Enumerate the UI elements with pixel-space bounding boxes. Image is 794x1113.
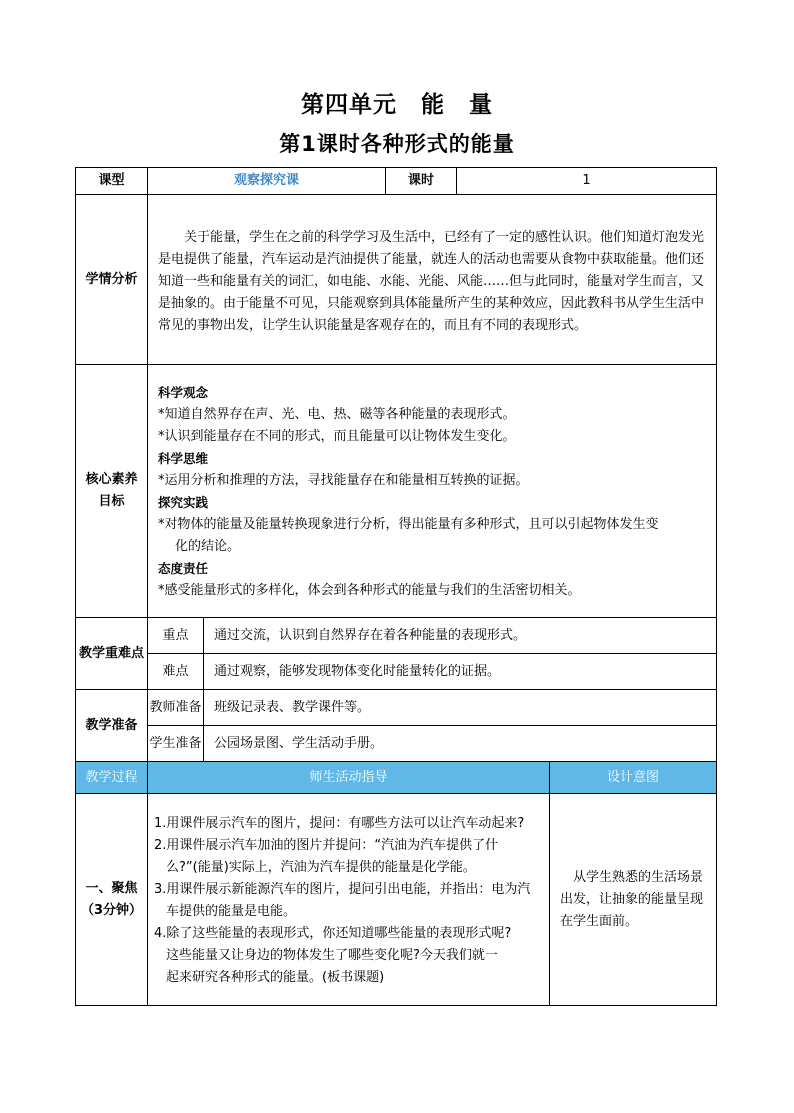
analysis-label: 学情分析: [76, 195, 148, 365]
step-line: 1.用课件展示汽车的图片，提问：有哪些方法可以让汽车动起来?: [154, 815, 525, 831]
analysis-text: 关于能量，学生在之前的科学学习及生活中，已经有了一定的感性认识。他们知道灯泡发光是电提供了能量，汽车运动是汽油提供了能量，就连人的活动也需要从食物中获取能量。他们还知道一些和能量有关的词汇，如电能、水能、光能、风能……但与此同时，能量对学生而言，又是抽象的。由于能量不可见，只能观察到具体能量所产生的某种效应，因此教科书从学生生活中常见的事物出发，让学生认识能量是客观存在的，而且有不同的表现形式。: [148, 195, 717, 365]
prep-text: 班级记录表、教学课件等。: [204, 690, 717, 726]
step-line: 么?”(能量)实际上，汽油为汽车提供的能量是化学能。: [166, 859, 476, 875]
keypoints-label: 教学重难点: [76, 618, 148, 690]
analysis-row: [76, 195, 717, 365]
goals-content: [148, 365, 717, 618]
process-header-design: 设计意图: [550, 762, 717, 794]
keypoint-text: 通过交流，认识到自然界存在着各种能量的表现形式。: [204, 618, 717, 654]
process-header-activity: 师生活动指导: [148, 762, 550, 794]
keypoint-row: [76, 654, 717, 690]
goals-label-line2: 目标: [98, 494, 125, 509]
stage-label-line2: （3分钟）: [80, 902, 143, 918]
prep-text: 公园场景图、学生活动手册。: [204, 726, 717, 762]
type-value: 观察探究课: [148, 168, 386, 195]
info-row: [76, 168, 717, 195]
stage-label: [76, 794, 148, 1006]
goal-item: *认识到能量存在不同的形式，而且能量可以让物体发生变化。: [158, 429, 516, 444]
goal-heading: 科学思维: [158, 451, 209, 466]
goal-item: *知道自然界存在声、光、电、热、磁等各种能量的表现形式。: [158, 407, 516, 422]
keypoint-sub-label: 重点: [148, 618, 204, 654]
prep-row: [76, 726, 717, 762]
goal-heading: 科学观念: [158, 385, 209, 400]
goal-item: *对物体的能量及能量转换现象进行分析，得出能量有多种形式，且可以引起物体发生变: [158, 517, 659, 532]
design-intent-text: 从学生熟悉的生活场景出发，让抽象的能量呈现在学生面前。: [560, 870, 704, 929]
goals-label-line1: 核心素养: [85, 472, 138, 487]
prep-row: [76, 690, 717, 726]
goals-label: [76, 365, 148, 618]
goal-item: 化的结论。: [175, 539, 241, 554]
goal-item: *感受能量形式的多样化，体会到各种形式的能量与我们的生活密切相关。: [158, 583, 581, 598]
stage-row: [76, 794, 717, 1006]
lesson-title: 第1课时各种形式的能量: [279, 132, 515, 156]
prep-sub-label: 教师准备: [148, 690, 204, 726]
keypoint-text: 通过观察，能够发现物体变化时能量转化的证据。: [204, 654, 717, 690]
hours-value: 1: [457, 168, 717, 195]
goal-item: *运用分析和推理的方法，寻找能量存在和能量相互转换的证据。: [158, 473, 529, 488]
goals-row: [76, 365, 717, 618]
hours-label: 课时: [386, 168, 457, 195]
step-line: 车提供的能量是电能。: [166, 903, 297, 919]
process-header-stage: 教学过程: [76, 762, 148, 794]
keypoint-sub-label: 难点: [148, 654, 204, 690]
prep-label: 教学准备: [76, 690, 148, 762]
type-label: 课型: [76, 168, 148, 195]
goal-heading: 态度责任: [158, 561, 209, 576]
step-line: 3.用课件展示新能源汽车的图片，提问引出电能，并指出：电为汽: [154, 881, 531, 897]
step-line: 2.用课件展示汽车加油的图片并提问：“汽油为汽车提供了什: [154, 837, 499, 853]
step-line: 4.除了这些能量的表现形式，你还知道哪些能量的表现形式呢?: [154, 925, 512, 941]
step-line: 起来研究各种形式的能量。(板书课题): [166, 969, 385, 985]
lesson-plan-table: [75, 167, 717, 1006]
design-intent-cell: [550, 794, 717, 1006]
stage-label-line1: 一、聚焦: [85, 880, 138, 896]
step-line: 这些能量又让身边的物体发生了哪些变化呢?今天我们就一: [166, 947, 498, 963]
stage-steps: [148, 794, 550, 1006]
process-header-row: [76, 762, 717, 794]
keypoint-row: [76, 618, 717, 654]
unit-title: 第四单元 能 量: [301, 92, 493, 118]
goal-heading: 探究实践: [158, 495, 209, 510]
prep-sub-label: 学生准备: [148, 726, 204, 762]
